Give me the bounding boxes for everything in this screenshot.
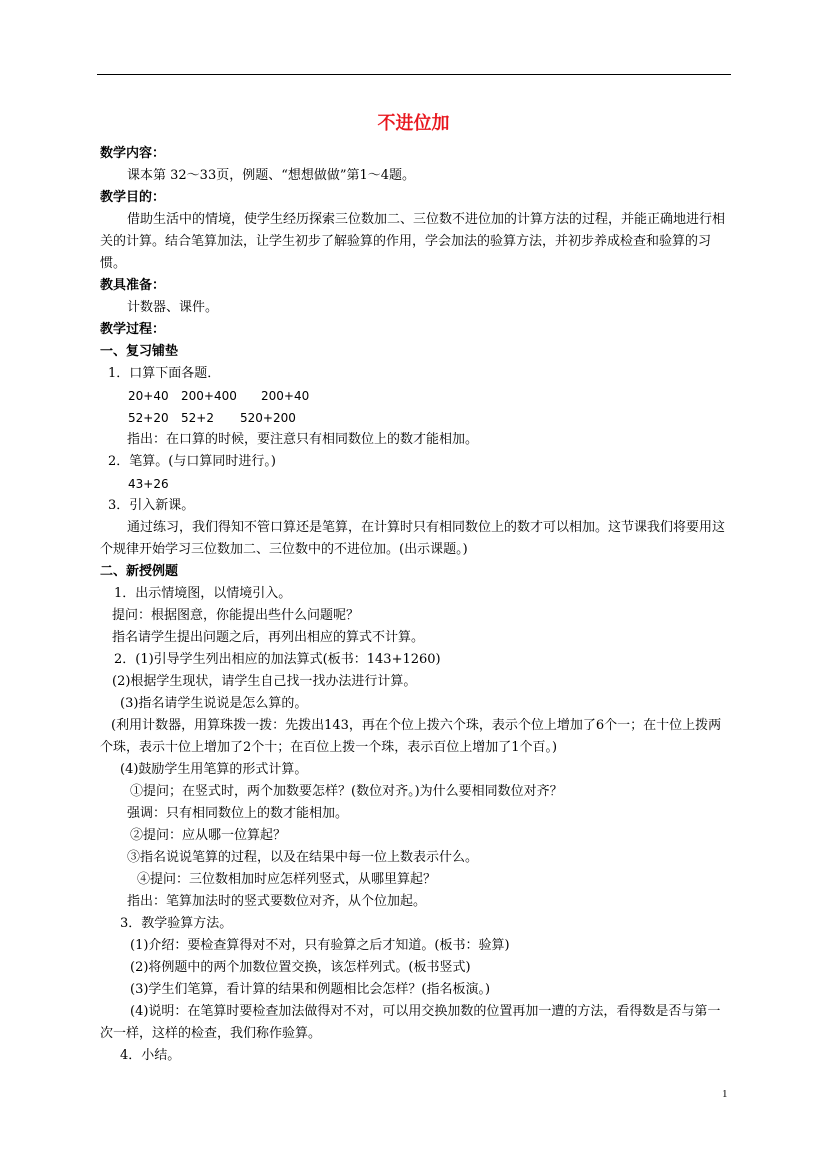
page-number: 1 [722,1088,728,1100]
section-heading-process: 教学过程： [100,322,166,337]
part1-item2: 2．笔算。(与口算同时进行。) [108,454,276,469]
oral-row-2 [100,407,732,429]
part2-step2-3: (3)指名请学生说说是怎么算的。 [120,696,308,711]
part2-step3-4: (4)说明：在笔算时要检查加法做得对不对，可以用交换加数的位置再加一遭的方法，看得数是否与第一次一样，这样的检查，我们称作验算。 [100,1004,721,1041]
part2-q3: ③指名说说笔算的过程，以及在结果中每一位上数表示什么。 [127,850,479,865]
written-calc: 43+26 [128,477,169,491]
oral-problem: 52+20 [128,411,169,425]
part1-item3: 3．引入新课。 [108,498,195,513]
part2-step3-3: (3)学生们笔算，看计算的结果和例题相比会怎样？(指名板演。) [130,982,491,997]
part2-emphasis: 强调：只有相同数位上的数才能相加。 [127,806,349,821]
part2-q1: ①提问；在竖式时，两个加数要怎样？(数位对齐。)为什么要相同数位对齐？ [130,784,563,799]
part2-q2: ②提问：应从哪一位算起？ [130,828,287,843]
oral-problem: 520+200 [240,411,296,425]
oral-problem: 52+2 [181,411,214,425]
prep-text: 计数器、课件。 [127,300,219,315]
oral-problem: 200+40 [261,389,310,403]
part2-step2-4: (4)鼓励学生用笔算的形式计算。 [120,762,308,777]
part1-note: 指出：在口算的时候，要注意只有相同数位上的数才能相加。 [127,432,479,447]
part2-question: 提问：根据图意，你能提出些什么问题呢？ [112,608,360,623]
part2-step4: 4．小结。 [120,1048,181,1063]
part2-step1: 1．出示情境图，以情境引入。 [114,586,292,601]
part2-q4: ④提问：三位数相加时应怎样列竖式，从哪里算起？ [137,872,437,887]
part2-counter-note: (利用计数器，用算珠拨一拨：先拨出143，再在个位上拨六个珠，表示个位上增加了6个一；在十位上拨两个珠，表示十位上增加了2个十；在百位上拨一个珠，表示百位上增加了1个百。) [100,718,722,755]
part2-step3-2: (2)将例题中的两个加数位置交换，该怎样列式。(板书竖式) [130,960,471,975]
section-heading-prep: 教具准备： [100,278,166,293]
part2-step3-1: (1)介绍：要检查算得对不对，只有验算之后才知道。(板书：验算) [130,938,510,953]
part2-step2-2: (2)根据学生现状，请学生自己找一找办法进行计算。 [112,674,417,689]
section-heading-content: 数学内容： [100,146,166,161]
content-text: 课本第 32～33页，例题、“想想做做”第1～4题。 [127,168,416,183]
part2-step2: 2．(1)引导学生列出相应的加法算式(板书：143+1260) [114,652,441,667]
header-rule [97,74,731,75]
oral-row-1 [100,385,732,407]
part2-instruction: 指名请学生提出问题之后，再列出相应的算式不计算。 [112,630,425,645]
part1-item1: 1．口算下面各题． [108,366,221,381]
oral-problem: 200+400 [181,389,237,403]
section-heading-goal: 教学目的： [100,190,166,205]
part1-intro: 通过练习，我们得知不管口算还是笔算，在计算时只有相同数位上的数才可以相加。这节课我们将要用这个规律开始学习三位数加二、三位数中的不进位加。(出示课题。) [100,520,726,557]
part2-heading: 二、新授例题 [100,564,179,579]
part1-heading: 一、复习铺垫 [100,344,179,359]
oral-problem: 20+40 [128,389,169,403]
part2-point-out: 指出：笔算加法时的竖式要数位对齐，从个位加起。 [127,894,427,909]
page-title: 不进位加 [377,113,450,134]
document-body [100,143,732,1067]
goal-text: 借助生活中的情境，使学生经历探索三位数加二、三位数不进位加的计算方法的过程，并能正确地进行相关的计算。结合笔算加法，让学生初步了解验算的作用，学会加法的验算方法，并初步养成检查和验算的习惯。 [100,212,726,271]
part2-step3: 3．教学验算方法。 [120,916,233,931]
